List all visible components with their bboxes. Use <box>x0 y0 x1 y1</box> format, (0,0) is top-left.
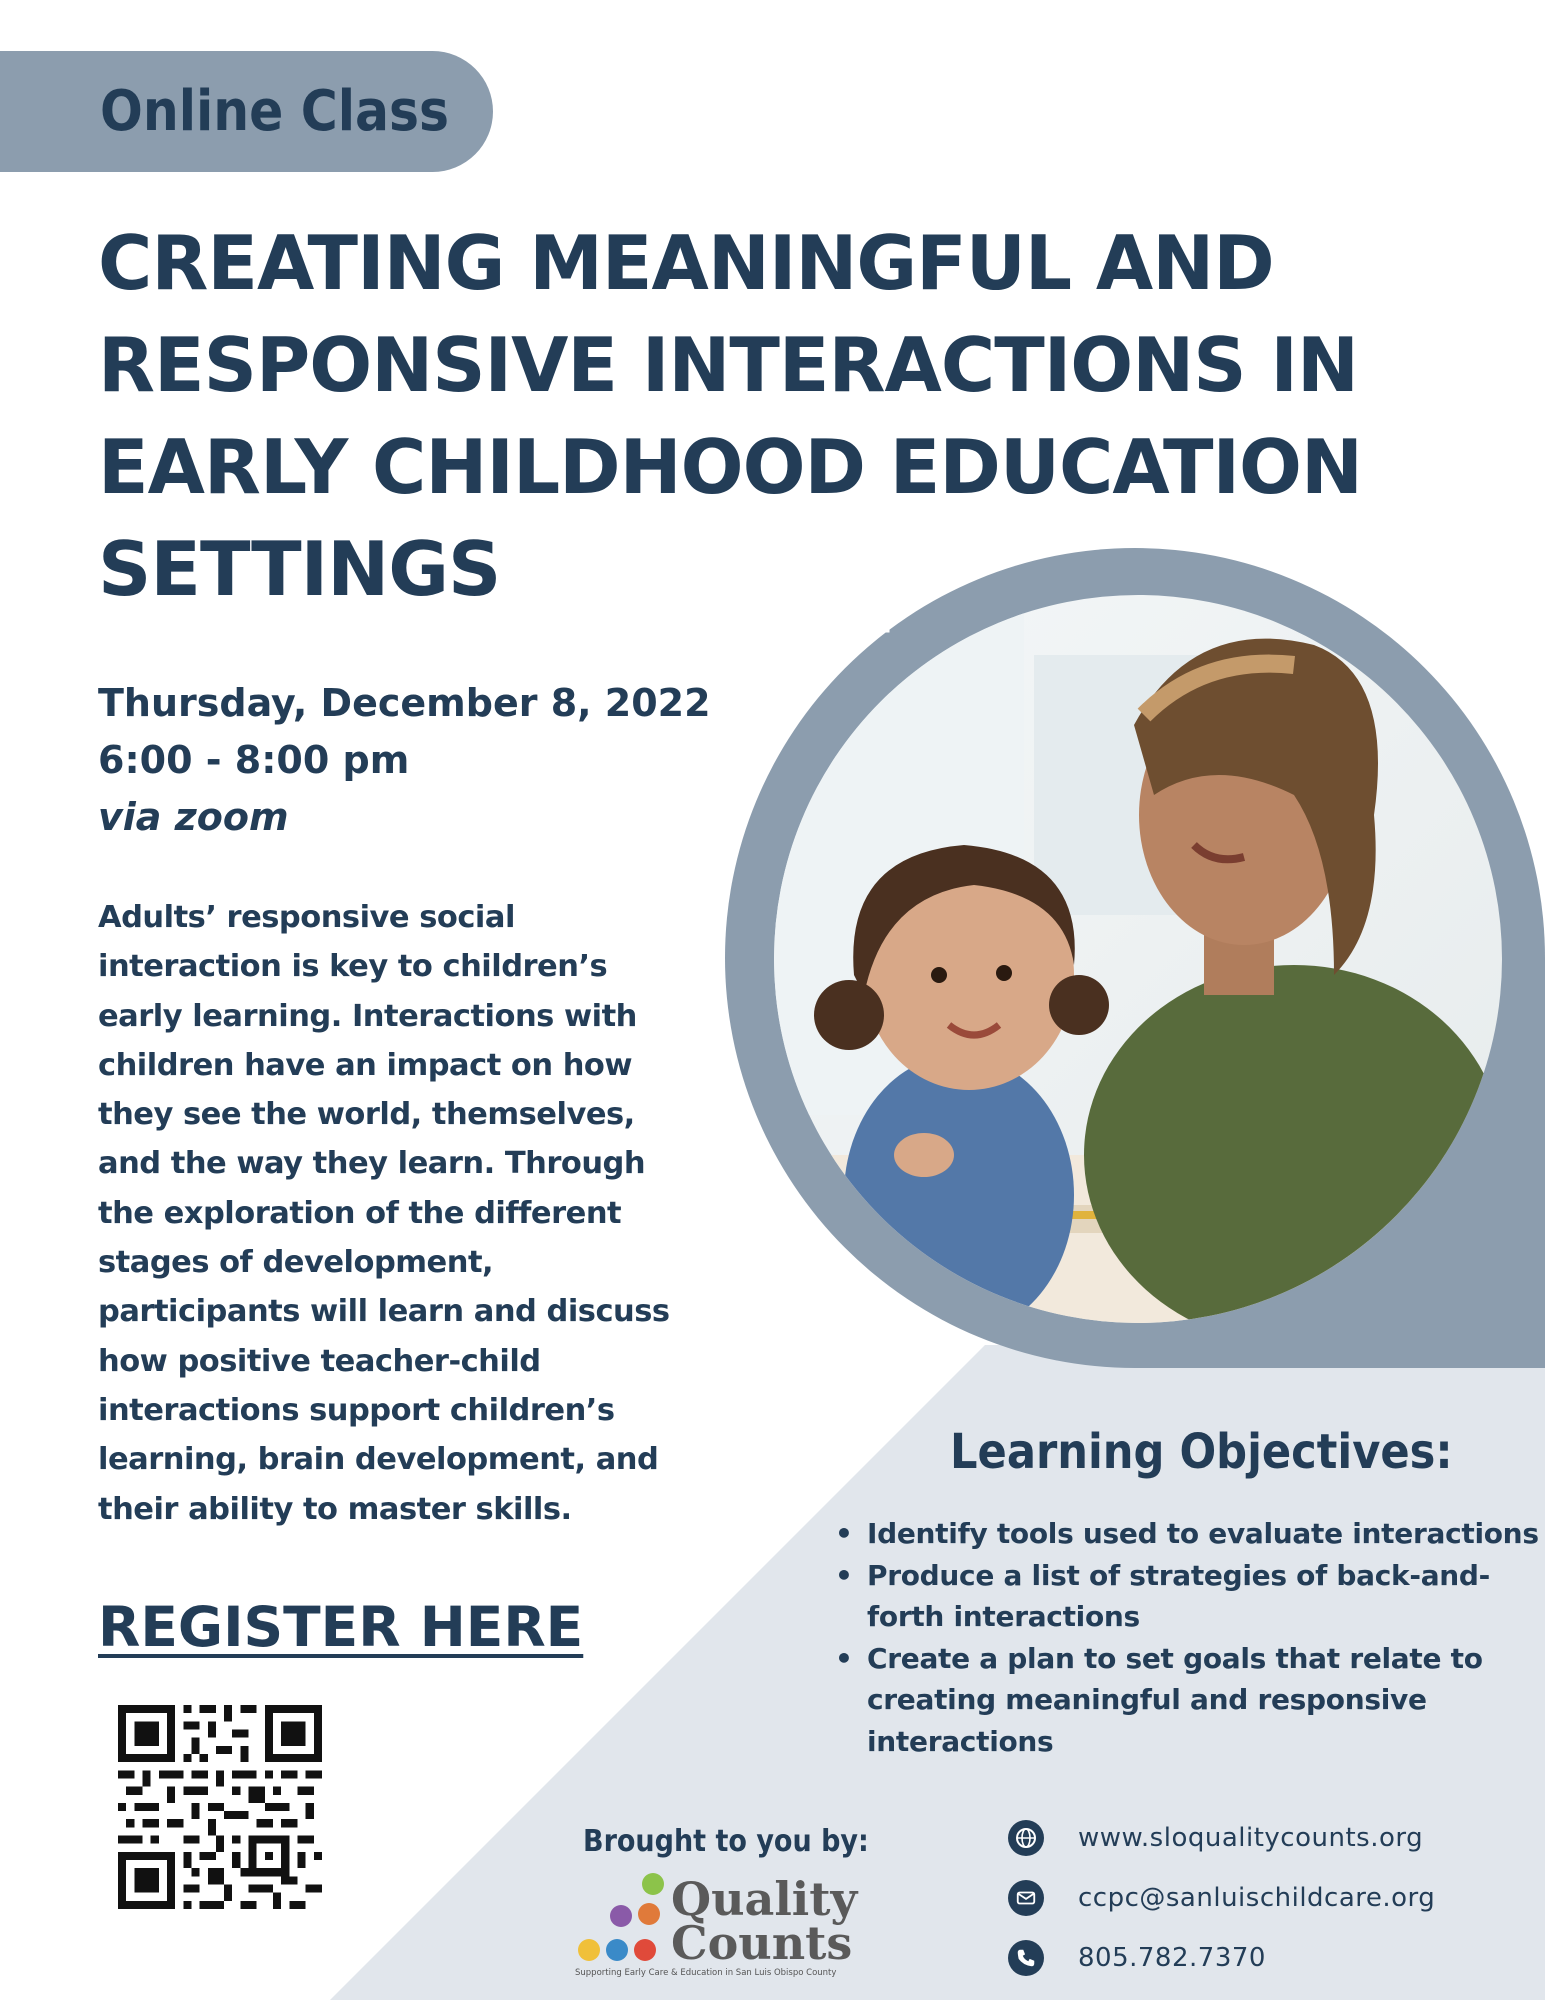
logo-word-quality: Quality <box>671 1872 858 1926</box>
title-line: SETTINGS <box>98 525 501 613</box>
event-date: Thursday, December 8, 2022 <box>98 681 711 725</box>
logo-icon <box>575 1872 675 1968</box>
brought-to-you-by-label: Brought to you by: <box>583 1824 869 1859</box>
event-venue: via zoom <box>98 795 289 839</box>
register-here-link[interactable]: REGISTER HERE <box>98 1595 584 1659</box>
objective-line: creating meaningful and responsive <box>867 1683 1427 1716</box>
objective-line: • Create a plan to set goals that relate to <box>867 1641 1483 1675</box>
website-contact[interactable] <box>1008 1820 1423 1856</box>
title-line: CREATING MEANINGFUL AND <box>98 219 1274 307</box>
email-contact[interactable] <box>1008 1880 1435 1916</box>
description-line: children have an impact on how <box>98 1047 633 1083</box>
title-line: EARLY CHILDHOOD EDUCATION <box>98 423 1362 511</box>
list-item <box>835 1513 1539 1555</box>
objective-line: forth interactions <box>867 1600 1140 1633</box>
online-class-label: Online Class <box>100 79 449 144</box>
description-line: interactions support children’s <box>98 1392 615 1428</box>
online-class-tag <box>0 51 493 172</box>
description-line: stages of development, <box>98 1245 494 1281</box>
description-line: participants will learn and discuss <box>98 1294 670 1330</box>
phone-contact[interactable] <box>1008 1940 1266 1976</box>
objective-line: • Produce a list of strategies of back-and- <box>867 1558 1490 1592</box>
list-item <box>835 1555 1515 1638</box>
description-line: the exploration of the different <box>98 1195 622 1231</box>
phone-text[interactable]: 805.782.7370 <box>1078 1943 1266 1973</box>
learning-objectives-list <box>835 1513 1539 1762</box>
description-line: how positive teacher-child <box>98 1343 541 1379</box>
quality-counts-logo <box>575 1872 858 1982</box>
description-line: they see the world, themselves, <box>98 1097 635 1133</box>
logo-tagline: Supporting Early Care & Education in San Luis Obispo County <box>575 1968 837 1978</box>
page-title <box>98 212 1518 620</box>
teacher-child-photo <box>774 595 1502 1323</box>
website-text[interactable]: www.sloqualitycounts.org <box>1078 1823 1424 1853</box>
list-item <box>835 1638 1515 1763</box>
description-line: early learning. Interactions with <box>98 998 637 1034</box>
logo-word-counts: Counts <box>671 1916 853 1970</box>
description-line: and the way they learn. Through <box>98 1146 646 1182</box>
description-line: interaction is key to children’s <box>98 949 608 985</box>
event-details <box>98 675 711 846</box>
objective-line: interactions <box>867 1724 1054 1758</box>
title-line: RESPONSIVE INTERACTIONS IN <box>98 321 1358 409</box>
email-text[interactable]: ccpc@sanluischildcare.org <box>1078 1883 1436 1913</box>
description-line: Adults’ responsive social <box>98 900 515 935</box>
globe-icon <box>1008 1820 1044 1856</box>
event-time: 6:00 - 8:00 pm <box>98 738 410 782</box>
qr-code-icon[interactable] <box>118 1705 322 1909</box>
phone-icon <box>1008 1940 1044 1976</box>
class-description <box>98 893 688 1534</box>
description-line: learning, brain development, and <box>98 1442 659 1478</box>
learning-objectives-heading: Learning Objectives: <box>950 1424 1453 1480</box>
envelope-icon <box>1008 1880 1044 1916</box>
objective-line: • Identify tools used to evaluate interactions <box>867 1517 1539 1550</box>
description-line: their ability to master skills. <box>98 1491 572 1527</box>
